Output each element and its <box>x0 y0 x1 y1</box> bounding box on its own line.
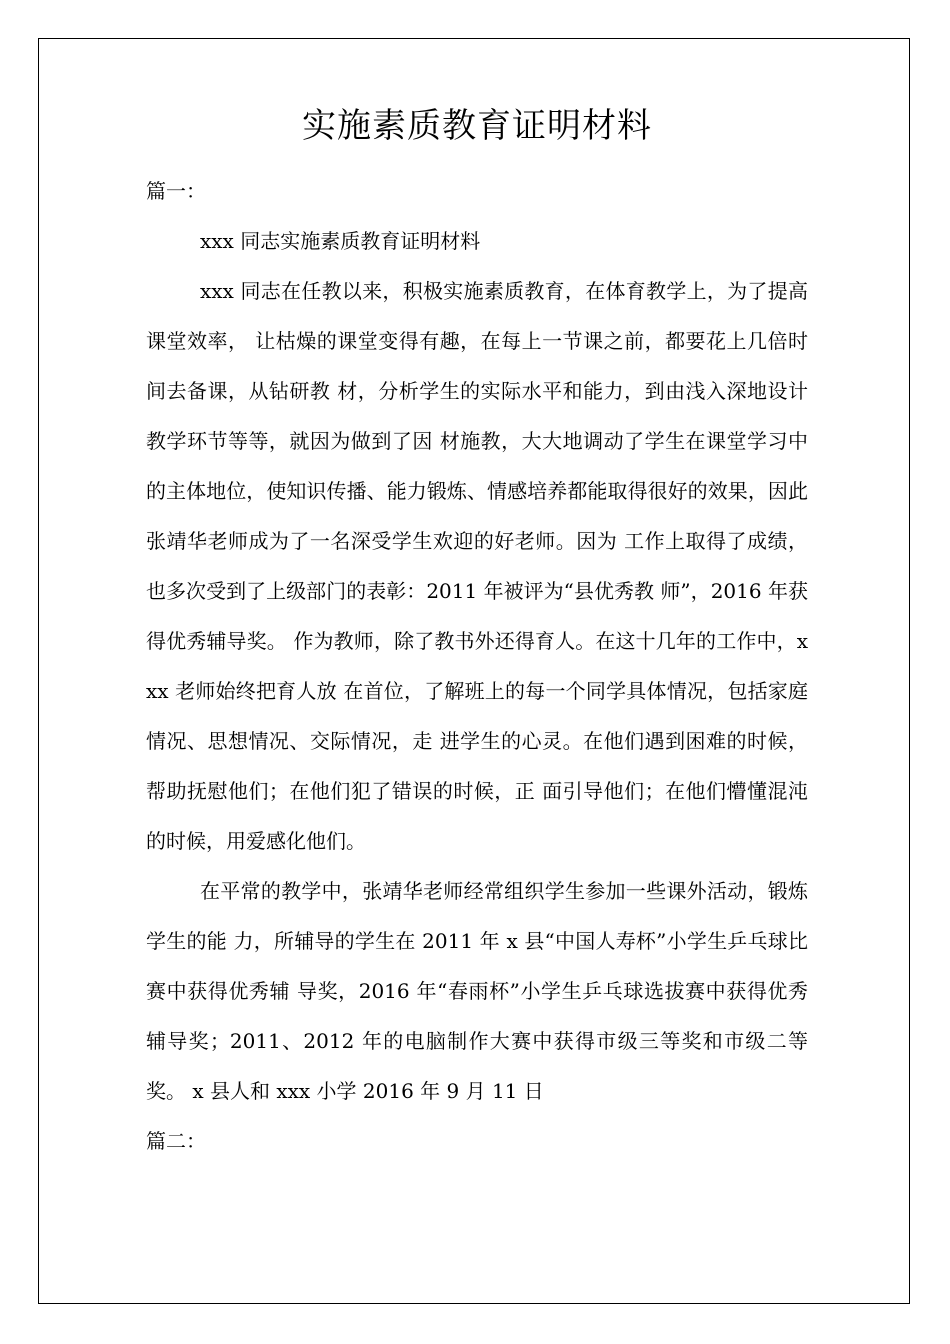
paragraph-1: xxx 同志在任教以来，积极实施素质教育，在体育教学上，为了提高课堂效率， 让枯燥的课堂变得有趣，在每上一节课之前，都要花上几倍时间去备课，从钻研教 材，分析学生的实际水平和能力，到由浅入深地设计教学环节等等，就因为做到了因 材施教，大大地调动了学生在课堂学习中的主体地位，使知识传播、能力锻炼、情感培养都能取得很好的效果，因此张靖华老师成为了一名深受学生欢迎的好老师。因为 工作上取得了成绩，也多次受到了上级部门的表彰：2011 年被评为“县优秀教 师”，2016 年获得优秀辅导奖。 作为教师，除了教书外还得育人。在这十几年的工作中，xxx 老师始终把育人放 在首位，了解班上的每一个同学具体情况，包括家庭情况、思想情况、交际情况，走 进学生的心灵。在他们遇到困难的时候，帮助抚慰他们；在他们犯了错误的时候，正 面引导他们；在他们懵懂混沌的时候，用爱感化他们。 <box>146 279 808 853</box>
section-one-label: 篇一： <box>146 179 206 203</box>
document-subtitle: xxx 同志实施素质教育证明材料 <box>200 229 481 253</box>
paragraph-2: 在平常的教学中，张靖华老师经常组织学生参加一些课外活动，锻炼学生的能 力，所辅导的学生在 2011 年 x 县“中国人寿杯”小学生乒乓球比赛中获得优秀辅 导奖，2016 年“春雨杯”小学生乒乓球选拔赛中获得优秀辅导奖；2011、2012 年的电脑制作大赛中获得市级三等奖和市级二等奖。 x 县人和 xxx 小学 2016 年 9 月 11 日 <box>146 879 808 1103</box>
document-title: 实施素质教育证明材料 <box>302 106 652 146</box>
section-two-label: 篇二： <box>146 1129 206 1153</box>
document-body <box>146 96 808 1166</box>
